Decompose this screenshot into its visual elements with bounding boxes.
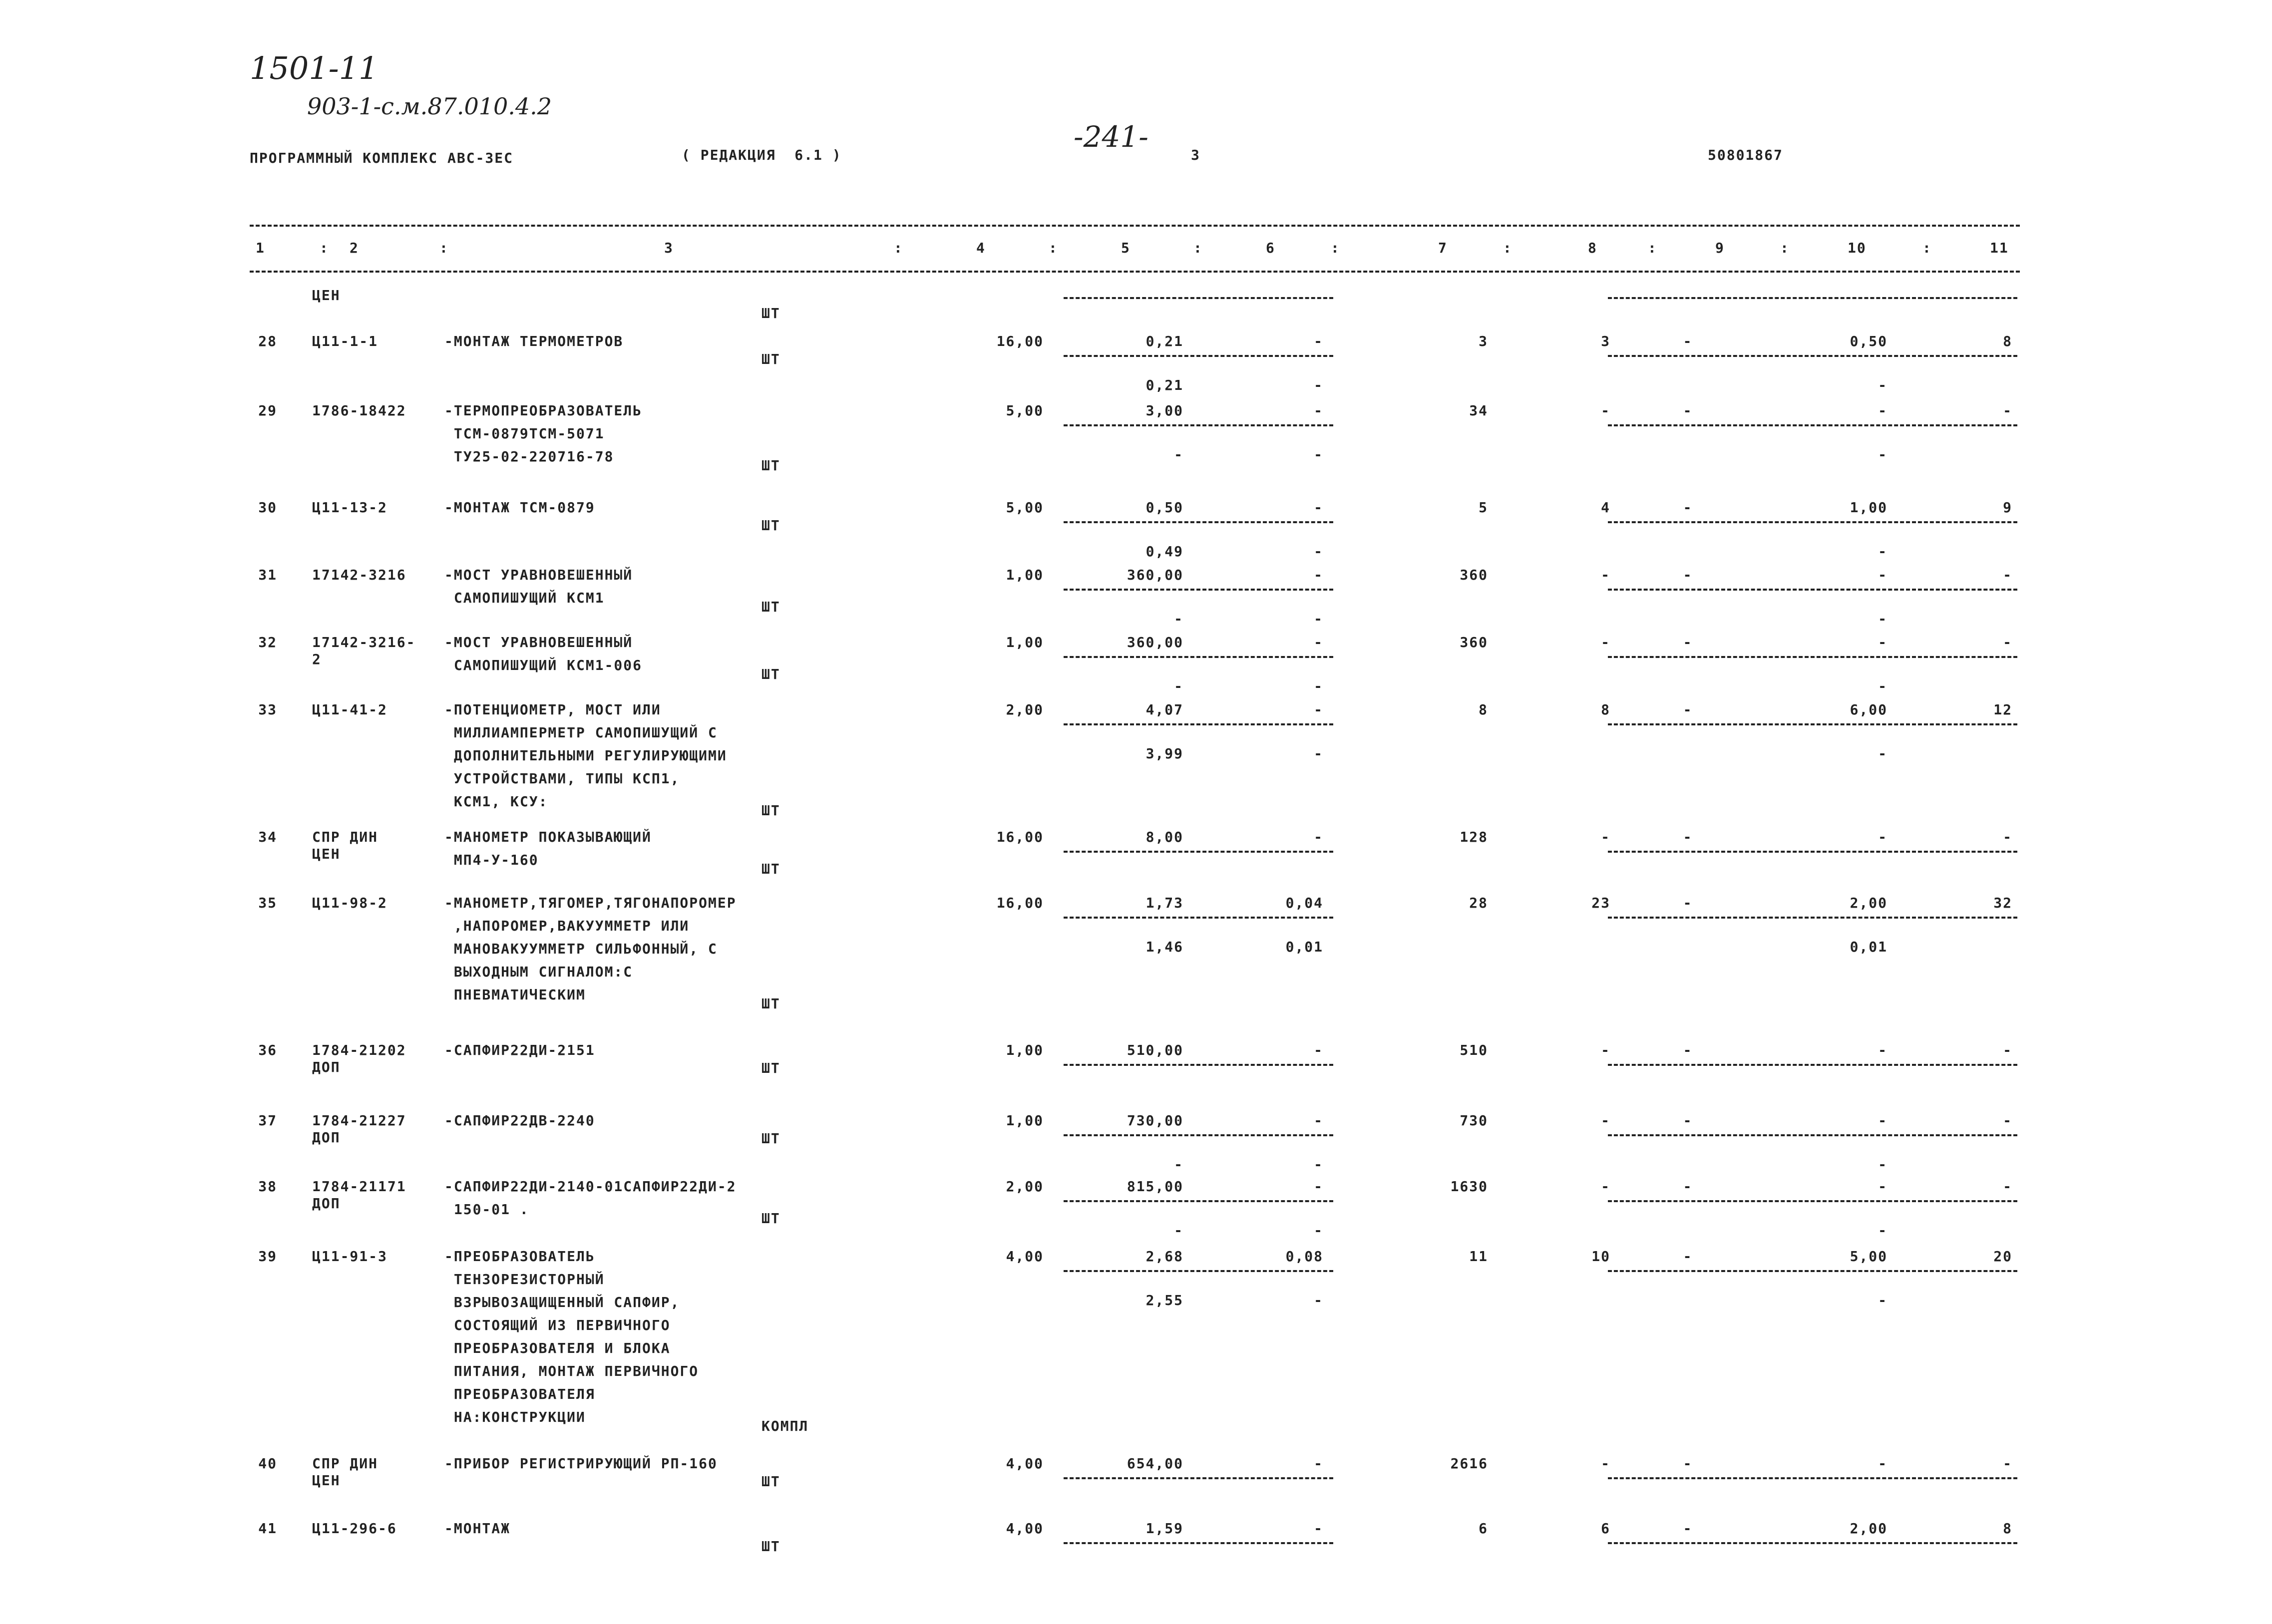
unit-cost-machines: - xyxy=(1314,333,1323,349)
estimate-code: СПР ДИН xyxy=(312,829,379,845)
labor-total: - xyxy=(2003,402,2012,419)
estimate-code-suffix: ДОП xyxy=(312,1059,341,1075)
total-wages: - xyxy=(1601,1178,1610,1195)
total-machines: - xyxy=(1683,1178,1693,1195)
unit-cost-machines: - xyxy=(1314,1178,1323,1195)
column-number: 9 xyxy=(1715,240,1725,256)
estimate-code: 1786-18422 xyxy=(312,402,406,419)
unit-cost-machines: 0,04 xyxy=(1285,895,1323,911)
unit-cost-operators: - xyxy=(1314,611,1323,627)
item-name-line: -МОНТАЖ ТСМ-0879 xyxy=(444,499,595,516)
unit: ШТ xyxy=(761,1473,780,1490)
unit-cost-wages: - xyxy=(1174,1222,1183,1239)
column-separator: : xyxy=(439,240,449,256)
item-name-line: -МОСТ УРАВНОВЕШЕННЫЙ xyxy=(444,634,633,650)
labor-hours-machinists: - xyxy=(1878,745,1888,762)
unit-cost-machines: - xyxy=(1314,829,1323,845)
estimate-code: Ц11-98-2 xyxy=(312,895,387,911)
estimate-code: Ц11-296-6 xyxy=(312,1520,397,1537)
item-name-line: 150-01 . xyxy=(444,1201,529,1218)
row-number: 39 xyxy=(258,1248,277,1265)
quantity: 1,00 xyxy=(1006,567,1044,583)
unit: ШТ xyxy=(761,599,780,615)
labor-hours-machinists: - xyxy=(1878,678,1888,694)
estimate-code-suffix: ДОП xyxy=(312,1195,341,1212)
header-bottom-rule xyxy=(250,271,2020,273)
labor-hours: 5,00 xyxy=(1850,1248,1888,1265)
unit: ШТ xyxy=(761,351,780,367)
labor-hours-machinists: - xyxy=(1878,1222,1888,1239)
labor-hours: 6,00 xyxy=(1850,701,1888,718)
total-machines: - xyxy=(1683,1112,1693,1129)
unit-cost: 730,00 xyxy=(1127,1112,1183,1129)
unit-cost: 654,00 xyxy=(1127,1455,1183,1472)
item-name-line: -ПРЕОБРАЗОВАТЕЛЬ xyxy=(444,1248,595,1265)
item-name-line: МИЛЛИАМПЕРМЕТР САМОПИШУЩИЙ С xyxy=(444,724,718,741)
column-separator: : xyxy=(894,240,903,256)
subtotal-rule xyxy=(1064,1200,1333,1202)
quantity: 5,00 xyxy=(1006,402,1044,419)
subtotal-rule xyxy=(1064,1477,1333,1479)
unit-cost-wages: 0,49 xyxy=(1145,543,1183,560)
total-machines: - xyxy=(1683,1042,1693,1058)
document-code: 50801867 xyxy=(1708,147,1783,163)
labor-hours: - xyxy=(1878,1042,1888,1058)
total-cost: 6 xyxy=(1479,1520,1488,1537)
item-name-line: ВЗРЫВОЗАЩИЩЕННЫЙ САПФИР, xyxy=(444,1294,680,1310)
total-cost: 11 xyxy=(1469,1248,1488,1265)
estimate-code: ЦЕН xyxy=(312,287,341,304)
unit-cost-operators: - xyxy=(1314,1156,1323,1173)
quantity: 5,00 xyxy=(1006,499,1044,516)
unit-cost: 0,21 xyxy=(1145,333,1183,349)
labor-hours: 1,00 xyxy=(1850,499,1888,516)
total-machines: - xyxy=(1683,1455,1693,1472)
labor-hours: - xyxy=(1878,829,1888,845)
subtotal-rule xyxy=(1064,917,1333,919)
row-number: 41 xyxy=(258,1520,277,1537)
unit-cost-operators: - xyxy=(1314,1222,1323,1239)
unit-cost-machines: - xyxy=(1314,1455,1323,1472)
unit-cost: 0,50 xyxy=(1145,499,1183,516)
unit-cost: 1,73 xyxy=(1145,895,1183,911)
quantity: 2,00 xyxy=(1006,1178,1044,1195)
item-name-line: МАНОВАКУУММЕТР СИЛЬФОННЫЙ, С xyxy=(444,941,718,957)
handwritten-page-number: -241- xyxy=(1074,120,1148,154)
quantity: 1,00 xyxy=(1006,1112,1044,1129)
unit: ШТ xyxy=(761,1060,780,1076)
item-name-line: -САПФИР22ДВ-2240 xyxy=(444,1112,595,1129)
subtotal-rule xyxy=(1064,851,1333,853)
unit-cost-machines: - xyxy=(1314,634,1323,650)
labor-total: 8 xyxy=(2003,333,2012,349)
column-number: 6 xyxy=(1266,240,1275,256)
item-name-line: -МАНОМЕТР,ТЯГОМЕР,ТЯГОНАПОРОМЕР xyxy=(444,895,737,911)
column-number: 11 xyxy=(1990,240,2009,256)
unit-cost-operators: - xyxy=(1314,377,1323,393)
total-wages: - xyxy=(1601,1112,1610,1129)
subtotal-rule xyxy=(1064,656,1333,658)
total-wages: - xyxy=(1601,634,1610,650)
item-name-line: ПРЕОБРАЗОВАТЕЛЯ xyxy=(444,1386,595,1402)
total-cost: 28 xyxy=(1469,895,1488,911)
subtotal-rule xyxy=(1608,851,2017,853)
unit-cost: 2,68 xyxy=(1145,1248,1183,1265)
estimate-code: СПР ДИН xyxy=(312,1455,379,1472)
labor-hours-machinists: - xyxy=(1878,543,1888,560)
row-number: 38 xyxy=(258,1178,277,1195)
quantity: 4,00 xyxy=(1006,1520,1044,1537)
unit-cost-machines: - xyxy=(1314,701,1323,718)
labor-hours-machinists: 0,01 xyxy=(1850,939,1888,955)
unit-cost-operators: 0,01 xyxy=(1285,939,1323,955)
unit: ШТ xyxy=(761,1130,780,1147)
estimate-code-suffix: 2 xyxy=(312,651,322,667)
quantity: 16,00 xyxy=(996,829,1044,845)
total-machines: - xyxy=(1683,499,1693,516)
unit-cost-wages: - xyxy=(1174,678,1183,694)
column-number: 10 xyxy=(1848,240,1867,256)
item-name-line: -ПОТЕНЦИОМЕТР, МОСТ ИЛИ xyxy=(444,701,661,718)
item-name-line: ПРЕОБРАЗОВАТЕЛЯ И БЛОКА xyxy=(444,1340,671,1356)
unit-cost-machines: - xyxy=(1314,402,1323,419)
labor-hours: - xyxy=(1878,402,1888,419)
labor-total: - xyxy=(2003,1178,2012,1195)
subtotal-rule xyxy=(1608,723,2017,725)
handwritten-number: 1501-11 xyxy=(250,50,379,86)
column-separator: : xyxy=(1193,240,1203,256)
subtotal-rule xyxy=(1064,1270,1333,1272)
quantity: 4,00 xyxy=(1006,1248,1044,1265)
item-name-line: ТУ25-02-220716-78 xyxy=(444,448,614,465)
total-machines: - xyxy=(1683,333,1693,349)
estimate-code: 1784-21227 xyxy=(312,1112,406,1129)
row-number: 37 xyxy=(258,1112,277,1129)
estimate-code: Ц11-1-1 xyxy=(312,333,379,349)
column-separator: : xyxy=(1780,240,1790,256)
item-name-line: -ПРИБОР РЕГИСТРИРУЮЩИЙ РП-160 xyxy=(444,1455,718,1472)
total-wages: 8 xyxy=(1601,701,1610,718)
estimate-code: 17142-3216- xyxy=(312,634,416,650)
unit-cost-wages: 2,55 xyxy=(1145,1292,1183,1308)
labor-total: 12 xyxy=(1993,701,2012,718)
row-number: 31 xyxy=(258,567,277,583)
item-name-line: -САПФИР22ДИ-2151 xyxy=(444,1042,595,1058)
unit-cost-machines: - xyxy=(1314,1042,1323,1058)
unit-cost-operators: - xyxy=(1314,678,1323,694)
row-number: 35 xyxy=(258,895,277,911)
total-wages: 4 xyxy=(1601,499,1610,516)
unit: ШТ xyxy=(761,457,780,474)
item-name-line: ДОПОЛНИТЕЛЬНЫМИ РЕГУЛИРУЮЩИМИ xyxy=(444,747,727,764)
unit: ШТ xyxy=(761,1210,780,1227)
column-number: 4 xyxy=(976,240,986,256)
item-name-line: ВЫХОДНЫМ СИГНАЛОМ:С xyxy=(444,964,633,980)
unit-cost-wages: 0,21 xyxy=(1145,377,1183,393)
labor-hours-machinists: - xyxy=(1878,611,1888,627)
subtotal-rule xyxy=(1608,297,2017,299)
unit: ШТ xyxy=(761,995,780,1012)
labor-hours: - xyxy=(1878,1455,1888,1472)
subtotal-rule xyxy=(1608,1542,2017,1544)
item-name-line: ТЕНЗОРЕЗИСТОРНЫЙ xyxy=(444,1271,605,1288)
column-number: 7 xyxy=(1438,240,1448,256)
total-cost: 5 xyxy=(1479,499,1488,516)
quantity: 2,00 xyxy=(1006,701,1044,718)
subtotal-rule xyxy=(1064,424,1333,426)
subtotal-rule xyxy=(1608,1134,2017,1136)
total-cost: 360 xyxy=(1460,634,1488,650)
unit-cost-machines: - xyxy=(1314,1112,1323,1129)
labor-hours: - xyxy=(1878,567,1888,583)
total-machines: - xyxy=(1683,1248,1693,1265)
column-separator: : xyxy=(1049,240,1058,256)
total-wages: 3 xyxy=(1601,333,1610,349)
unit-cost: 815,00 xyxy=(1127,1178,1183,1195)
labor-hours-machinists: - xyxy=(1878,1156,1888,1173)
unit-cost-wages: - xyxy=(1174,611,1183,627)
item-name-line: КСМ1, КСУ: xyxy=(444,793,548,810)
unit: ШТ xyxy=(761,802,780,819)
subtotal-rule xyxy=(1608,521,2017,523)
labor-hours: 2,00 xyxy=(1850,895,1888,911)
table-top-rule xyxy=(250,225,2020,227)
total-wages: - xyxy=(1601,402,1610,419)
subtotal-rule xyxy=(1608,1064,2017,1066)
column-separator: : xyxy=(320,240,329,256)
subtotal-rule xyxy=(1608,589,2017,591)
estimate-code: 17142-3216 xyxy=(312,567,406,583)
column-number: 3 xyxy=(664,240,674,256)
row-number: 29 xyxy=(258,402,277,419)
total-machines: - xyxy=(1683,1520,1693,1537)
labor-total: - xyxy=(2003,567,2012,583)
column-number: 8 xyxy=(1588,240,1597,256)
labor-total: - xyxy=(2003,1112,2012,1129)
item-name-line: ПИТАНИЯ, МОНТАЖ ПЕРВИЧНОГО xyxy=(444,1363,699,1379)
unit-cost-machines: - xyxy=(1314,1520,1323,1537)
subtotal-rule xyxy=(1064,1542,1333,1544)
item-name-line: -МОНТАЖ xyxy=(444,1520,511,1537)
subtotal-rule xyxy=(1608,656,2017,658)
quantity: 1,00 xyxy=(1006,634,1044,650)
unit-cost: 360,00 xyxy=(1127,567,1183,583)
item-name-line: НА:КОНСТРУКЦИИ xyxy=(444,1409,586,1425)
subtotal-rule xyxy=(1608,355,2017,357)
subtotal-rule xyxy=(1064,355,1333,357)
item-name-line: -САПФИР22ДИ-2140-01САПФИР22ДИ-2 xyxy=(444,1178,737,1195)
total-wages: - xyxy=(1601,567,1610,583)
subtotal-rule xyxy=(1064,1134,1333,1136)
total-cost: 510 xyxy=(1460,1042,1488,1058)
unit: КОМПЛ xyxy=(761,1418,809,1434)
column-separator: : xyxy=(1922,240,1932,256)
labor-total: 20 xyxy=(1993,1248,2012,1265)
unit-cost: 3,00 xyxy=(1145,402,1183,419)
labor-total: - xyxy=(2003,829,2012,845)
labor-hours: - xyxy=(1878,1112,1888,1129)
estimate-code: 1784-21202 xyxy=(312,1042,406,1058)
row-number: 33 xyxy=(258,701,277,718)
program-edition: ( РЕДАКЦИЯ 6.1 ) xyxy=(682,147,842,163)
quantity: 1,00 xyxy=(1006,1042,1044,1058)
total-machines: - xyxy=(1683,895,1693,911)
labor-total: 32 xyxy=(1993,895,2012,911)
estimate-code-suffix: ЦЕН xyxy=(312,846,341,862)
estimate-code-suffix: ДОП xyxy=(312,1129,341,1146)
row-number: 30 xyxy=(258,499,277,516)
item-name-line: -МАНОМЕТР ПОКАЗЫВАЮЩИЙ xyxy=(444,829,652,845)
handwritten-project-code: 903-1-с.м.87.010.4.2 xyxy=(307,93,552,120)
total-cost: 128 xyxy=(1460,829,1488,845)
total-cost: 360 xyxy=(1460,567,1488,583)
total-machines: - xyxy=(1683,701,1693,718)
unit-cost-wages: - xyxy=(1174,1156,1183,1173)
total-cost: 34 xyxy=(1469,402,1488,419)
item-name-line: -ТЕРМОПРЕОБРАЗОВАТЕЛЬ xyxy=(444,402,643,419)
column-separator: : xyxy=(1648,240,1657,256)
unit: ШТ xyxy=(761,1538,780,1555)
item-name-line: -МОСТ УРАВНОВЕШЕННЫЙ xyxy=(444,567,633,583)
program-title: ПРОГРАММНЫЙ КОМПЛЕКС АВС-3ЕС xyxy=(250,150,514,166)
labor-total: - xyxy=(2003,1042,2012,1058)
total-wages: 6 xyxy=(1601,1520,1610,1537)
unit-cost-operators: - xyxy=(1314,1292,1323,1308)
item-name-line: УСТРОЙСТВАМИ, ТИПЫ КСП1, xyxy=(444,770,680,787)
item-name-line: ,НАПОРОМЕР,ВАКУУММЕТР ИЛИ xyxy=(444,918,690,934)
item-name-line: САМОПИШУЩИЙ КСМ1 xyxy=(444,590,605,606)
unit: ШТ xyxy=(761,517,780,534)
labor-hours: - xyxy=(1878,634,1888,650)
unit-cost-machines: - xyxy=(1314,567,1323,583)
labor-hours-machinists: - xyxy=(1878,377,1888,393)
unit-cost-operators: - xyxy=(1314,745,1323,762)
total-wages: - xyxy=(1601,829,1610,845)
unit-cost-machines: - xyxy=(1314,499,1323,516)
column-number: 5 xyxy=(1121,240,1131,256)
item-name-line: ТСМ-0879ТСМ-5071 xyxy=(444,425,605,442)
estimate-code: Ц11-91-3 xyxy=(312,1248,387,1265)
unit-cost-operators: - xyxy=(1314,446,1323,463)
unit: ШТ xyxy=(761,666,780,682)
subtotal-rule xyxy=(1608,424,2017,426)
total-cost: 8 xyxy=(1479,701,1488,718)
subtotal-rule xyxy=(1608,1477,2017,1479)
quantity: 16,00 xyxy=(996,895,1044,911)
labor-hours: - xyxy=(1878,1178,1888,1195)
item-name-line: ПНЕВМАТИЧЕСКИМ xyxy=(444,986,586,1003)
row-number: 32 xyxy=(258,634,277,650)
total-machines: - xyxy=(1683,829,1693,845)
total-machines: - xyxy=(1683,634,1693,650)
unit-cost: 4,07 xyxy=(1145,701,1183,718)
subtotal-rule xyxy=(1064,297,1333,299)
unit-cost: 1,59 xyxy=(1145,1520,1183,1537)
unit: ШТ xyxy=(761,861,780,877)
unit-cost: 8,00 xyxy=(1145,829,1183,845)
total-wages: 23 xyxy=(1591,895,1610,911)
labor-hours-machinists: - xyxy=(1878,1292,1888,1308)
labor-hours-machinists: - xyxy=(1878,446,1888,463)
estimate-code: Ц11-13-2 xyxy=(312,499,387,516)
labor-total: 9 xyxy=(2003,499,2012,516)
subtotal-rule xyxy=(1064,521,1333,523)
unit-cost-wages: 1,46 xyxy=(1145,939,1183,955)
unit-cost-wages: - xyxy=(1174,446,1183,463)
row-number: 28 xyxy=(258,333,277,349)
unit-cost-operators: - xyxy=(1314,543,1323,560)
unit-cost-wages: 3,99 xyxy=(1145,745,1183,762)
subtotal-rule xyxy=(1608,1200,2017,1202)
unit-cost-machines: 0,08 xyxy=(1285,1248,1323,1265)
labor-hours: 2,00 xyxy=(1850,1520,1888,1537)
subtotal-rule xyxy=(1608,917,2017,919)
subtotal-rule xyxy=(1064,1064,1333,1066)
row-number: 34 xyxy=(258,829,277,845)
total-wages: - xyxy=(1601,1455,1610,1472)
item-name-line: МП4-У-160 xyxy=(444,852,539,868)
total-machines: - xyxy=(1683,402,1693,419)
estimate-code-suffix: ЦЕН xyxy=(312,1472,341,1489)
total-cost: 2616 xyxy=(1450,1455,1488,1472)
total-wages: - xyxy=(1601,1042,1610,1058)
item-name-line: СОСТОЯЩИЙ ИЗ ПЕРВИЧНОГО xyxy=(444,1317,671,1333)
unit-cost: 360,00 xyxy=(1127,634,1183,650)
unit-cost: 510,00 xyxy=(1127,1042,1183,1058)
total-machines: - xyxy=(1683,567,1693,583)
total-cost: 730 xyxy=(1460,1112,1488,1129)
row-number: 36 xyxy=(258,1042,277,1058)
subtotal-rule xyxy=(1608,1270,2017,1272)
column-separator: : xyxy=(1331,240,1340,256)
column-number: 2 xyxy=(350,240,359,256)
item-name-line: -МОНТАЖ ТЕРМОМЕТРОВ xyxy=(444,333,624,349)
labor-total: - xyxy=(2003,1455,2012,1472)
unit: ШТ xyxy=(761,305,780,322)
column-separator: : xyxy=(1503,240,1513,256)
sheet-number: 3 xyxy=(1191,147,1200,163)
subtotal-rule xyxy=(1064,589,1333,591)
item-name-line: САМОПИШУЩИЙ КСМ1-006 xyxy=(444,657,643,673)
estimate-code: 1784-21171 xyxy=(312,1178,406,1195)
total-wages: 10 xyxy=(1591,1248,1610,1265)
quantity: 16,00 xyxy=(996,333,1044,349)
estimate-code: Ц11-41-2 xyxy=(312,701,387,718)
quantity: 4,00 xyxy=(1006,1455,1044,1472)
column-number: 1 xyxy=(256,240,265,256)
labor-hours: 0,50 xyxy=(1850,333,1888,349)
labor-total: 8 xyxy=(2003,1520,2012,1537)
total-cost: 3 xyxy=(1479,333,1488,349)
row-number: 40 xyxy=(258,1455,277,1472)
subtotal-rule xyxy=(1064,723,1333,725)
labor-total: - xyxy=(2003,634,2012,650)
total-cost: 1630 xyxy=(1450,1178,1488,1195)
